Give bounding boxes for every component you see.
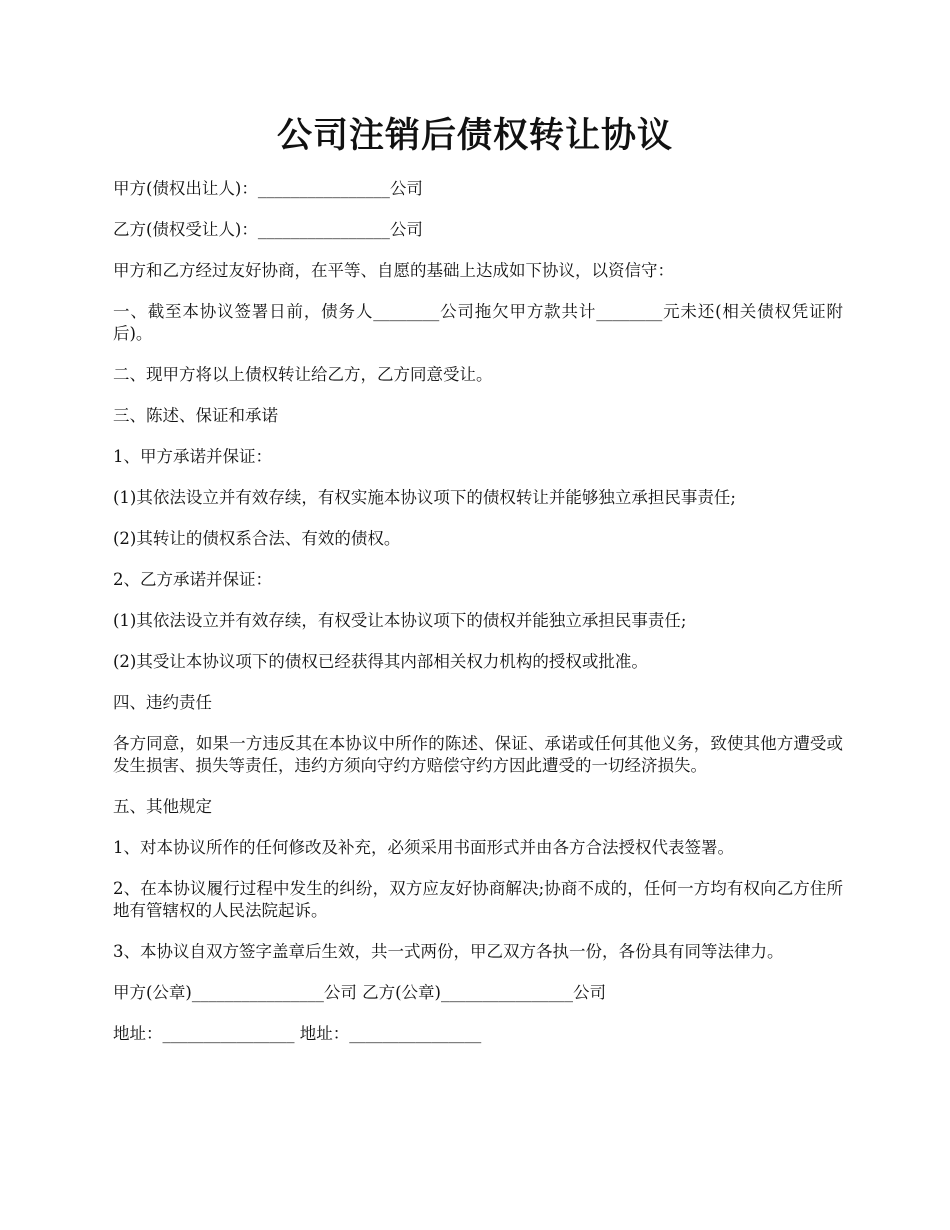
party-b-warranty-2: (2)其受让本协议项下的债权已经获得其内部相关权力机构的授权或批准。 <box>113 652 648 671</box>
party-a-warranty-2: (2)其转让的债权系合法、有效的债权。 <box>113 529 401 548</box>
preamble: 甲方和乙方经过友好协商，在平等、自愿的基础上达成如下协议，以资信守： <box>113 261 674 280</box>
other-provision-1: 1、对本协议所作的任何修改及补充，必须采用书面形式并由各方合法授权代表签署。 <box>113 838 734 857</box>
party-a-warranty-1: (1)其依法设立并有效存续，有权实施本协议项下的债权转让并能够独立承担民事责任; <box>113 488 736 507</box>
document-body <box>113 178 843 1064</box>
section-heading-5: 五、其他规定 <box>113 797 212 816</box>
document-title: 公司注销后债权转让协议 <box>276 116 673 156</box>
party-a-line: 甲方(债权出让人)：________________公司 <box>113 179 423 198</box>
party-b-line: 乙方(债权受让人)：________________公司 <box>113 220 423 239</box>
party-a-warranty-heading: 1、甲方承诺并保证： <box>113 447 272 466</box>
clause-2: 二、现甲方将以上债权转让给乙方，乙方同意受让。 <box>113 365 493 384</box>
signature-line: 甲方(公章)________________公司 乙方(公章)________________公司 <box>113 983 606 1002</box>
party-b-warranty-1: (1)其依法设立并有效存续，有权受让本协议项下的债权并能独立承担民事责任; <box>113 611 687 630</box>
section-heading-3: 三、陈述、保证和承诺 <box>113 406 278 425</box>
breach-liability-text: 各方同意，如果一方违反其在本协议中所作的陈述、保证、承诺或任何其他义务，致使其他方遭受或发生损害、损失等责任，违约方须向守约方赔偿守约方因此遭受的一切经济损失。 <box>113 734 843 775</box>
other-provision-2: 2、在本协议履行过程中发生的纠纷，双方应友好协商解决;协商不成的，任何一方均有权向乙方住所地有管辖权的人民法院起诉。 <box>113 879 843 920</box>
party-b-warranty-heading: 2、乙方承诺并保证： <box>113 570 272 589</box>
other-provision-3: 3、本协议自双方签字盖章后生效，共一式两份，甲乙双方各执一份，各份具有同等法律力。 <box>113 942 784 961</box>
section-heading-4: 四、违约责任 <box>113 693 212 712</box>
clause-1: 一、截至本协议签署日前，债务人________公司拖欠甲方款共计________元未还(相关债权凭证附后)。 <box>113 302 843 343</box>
address-line: 地址：________________ 地址：________________ <box>113 1024 482 1043</box>
